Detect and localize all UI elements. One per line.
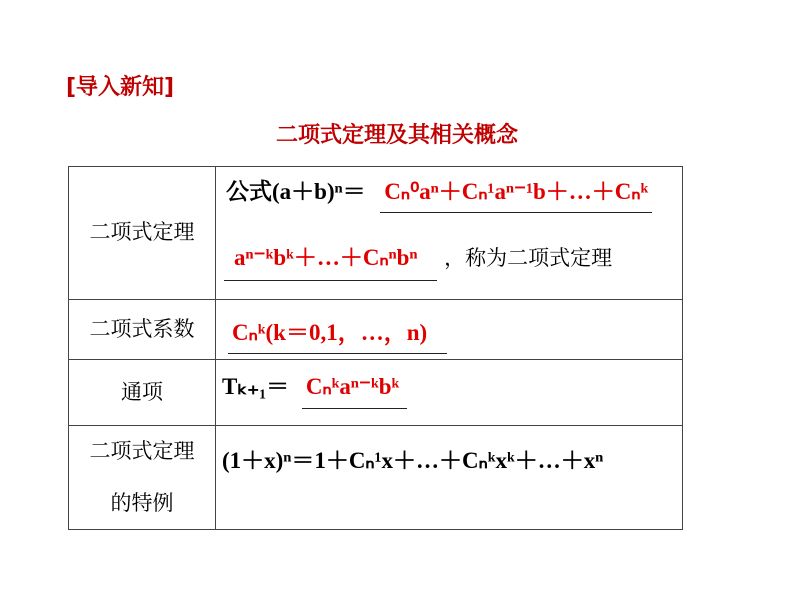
section-tag: [导入新知] <box>66 75 175 100</box>
row-content-general-term <box>216 360 683 426</box>
table-row-theorem <box>69 167 683 300</box>
special-case-label-line1: 二项式定理 <box>89 438 195 463</box>
formula-prefix: 公式(a＋b)ⁿ＝ <box>226 179 366 204</box>
row-label-theorem: 二项式定理 <box>69 167 216 300</box>
special-case-formula: (1＋x)ⁿ＝1＋Cₙ¹x＋…＋Cₙᵏxᵏ＋…＋xⁿ <box>222 448 604 473</box>
concept-table <box>68 166 683 530</box>
table-row-coefficient <box>69 300 683 360</box>
row-content-theorem <box>216 167 683 300</box>
row-content-special-case <box>216 426 683 530</box>
answer-blank-general-term: Cₙᵏaⁿ⁻ᵏbᵏ <box>302 374 407 409</box>
table-row-general-term <box>69 360 683 426</box>
special-case-label-line2: 的特例 <box>110 490 174 515</box>
page-heading: 二项式定理及其相关概念 <box>275 123 518 148</box>
row-label-special-case <box>69 426 216 530</box>
theorem-suffix: ，称为二项式定理 <box>444 246 613 270</box>
general-term-prefix: Tₖ₊₁＝ <box>222 374 290 399</box>
table-row-special-case <box>69 426 683 530</box>
row-label-coefficient: 二项式系数 <box>69 300 216 360</box>
row-label-general-term: 通项 <box>69 360 216 426</box>
answer-blank-coefficient: Cₙᵏ(k＝0,1，…，n) <box>228 314 447 354</box>
answer-blank-line2: aⁿ⁻ᵏbᵏ＋…＋Cₙⁿbⁿ <box>224 239 437 281</box>
answer-blank-line1: Cₙ⁰aⁿ＋Cₙ¹aⁿ⁻¹b＋…＋Cₙᵏ <box>380 173 652 213</box>
row-content-coefficient <box>216 300 683 360</box>
